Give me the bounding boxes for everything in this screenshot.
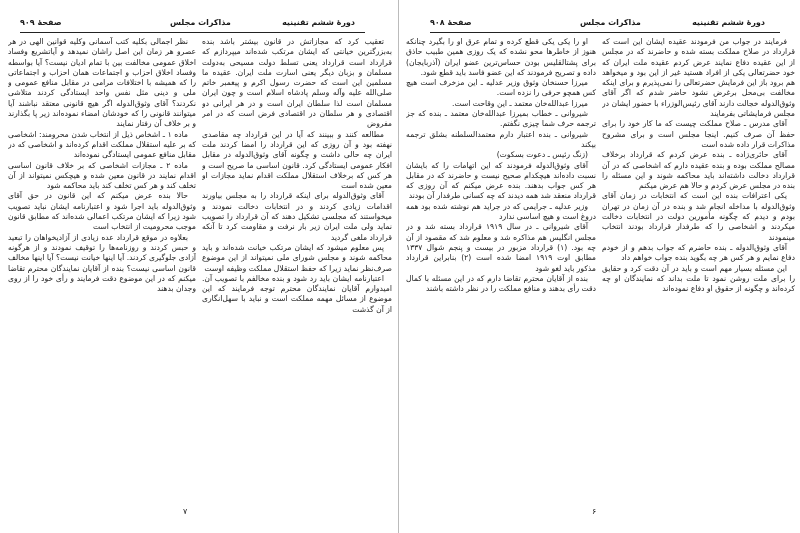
column-left xyxy=(8,37,196,489)
page-gutter xyxy=(398,0,399,533)
header-edition: دورهٔ ششم تقنینیه xyxy=(692,18,765,27)
column-right xyxy=(202,37,392,489)
paragraph: شیروانی ـ خطاب بمیرزا عبدالله‌خان معتمد ـ بنده که جز ترجمه حرف شما چیزی نگفتم. xyxy=(406,109,596,129)
right-page xyxy=(400,0,800,533)
header-rule xyxy=(20,32,365,33)
paragraph: او را یکی یکی قطع کرده و تمام عرق او را بگیرد چنانکه هنوز از خاطرها محو نشده که یک روزی همین طبیب حاذق برای پشتالقلیس بودن حساس‌ترین عضو ایران (آذربایجان) داده و تصریح فرمودند که این عضو فاسد باید قطع شود. xyxy=(406,37,596,77)
paragraph: بنده از آقایان محترم تقاضا دارم که در این مسئله با کمال دقت رأی بدهند و منافع مملکت را در نظر داشته باشند xyxy=(406,273,596,294)
column-right xyxy=(602,37,795,489)
paragraph: بعلاوه در موقع قرارداد عده زیادی از آزادیخواهان را تبعید و حبس کردند و روزنامه‌ها را توقیف نمودند و از هرگونه آزادی جلوگیری کردند. آیا اینها خیانت نیست؟ آیا اینها مخالف قانون اساسی نیست؟ بنده از آقایان نمایندگان محترم تقاضا میکنم که در این موضوع دقت فرمایند و رأی خود را از روی وجدان بدهند xyxy=(8,232,196,294)
paragraph: آقای مدرس ـ صلاح مملکت چیست که ما کار خود را برای حفظ آن صرف کنیم. اینجا مجلس است و برای مشروح مذاکرات قرار داده شده است xyxy=(602,119,795,149)
header-edition: دورهٔ ششم تقنینیه xyxy=(282,18,355,27)
header-rule xyxy=(430,32,780,33)
paragraph: حالا بنده عرض میکنم که این قانون در حق آقای وثوق‌الدوله باید اجرا شود و اعتبارنامه ایشان نباید تصویب شود زیرا که ایشان مرتکب اعمالی شده‌اند که مطابق قانون موجب محرومیت از انتخاب است xyxy=(8,191,196,232)
paragraph: وزیر عدلیه ـ جرایمی که در جراید هم نوشته شده بود همه دروغ است و هیچ اساسی ندارد xyxy=(406,201,596,222)
paragraph: آقای وثوق‌الدوله فرمودند که این اتهامات را که بایشان نسبت داده‌اند هیچکدام صحیح نیست و حاضرند که در مقابل هر کس جواب بدهند. بنده عرض میکنم که آن روزی که قرارداد منعقد شد همه دیدند که چه کسانی طرفدار آن بودند xyxy=(406,160,596,201)
paragraph: آقای شیروانی ـ در سال ۱۹۱۹ قرارداد بسته شد و در مجلس انگلیس هم مذاکره شد و معلوم شد که مقصود از آن چه بود. (۱) قرارداد مزبور در بیست و پنجم شوال ۱۳۳۷ مطابق اوت ۱۹۱۹ امضا شده است (۲) بنابراین قرارداد مذکور باید لغو شود xyxy=(406,222,596,273)
paragraph: شیروانی ـ بنده اعتبار دارم معتمدالسلطنه بشلق ترجمه بیکند xyxy=(406,129,596,149)
paragraph: اعتبارنامه ایشان باید رد شود و بنده مخالفم با تصویب آن. امیدوارم آقایان نمایندگان محترم توجه فرمایند که این موضوع از مسائل مهمه مملکت است و نباید با سهل‌انگاری از آن گذشت xyxy=(202,273,392,314)
header-page: صفحهٔ ۹۰۸ xyxy=(430,18,472,27)
paragraph: (زنگ رئیس ـ دعوت بسکوت) xyxy=(496,150,588,160)
paragraph: مطالعه کنند و ببینند که آیا در این قرارداد چه مقاصدی نهفته بود و آن روزی که این قرارداد را امضا کردند ملت ایران چه حالی داشت و چگونه آقای وثوق‌الدوله در مقابل افکار عمومی ایستادگی کرد. قانون اساسی ما صریح است و هر کس که برخلاف استقلال مملکت اقدام نماید مجازات او معین شده است xyxy=(202,129,392,191)
paragraph: فرمایند در جواب من فرمودند عقیده ایشان این است که قرارداد در صلاح مملکت بسته شده و حاضرند که در مجلس از این عقیده دفاع نمایند عرض کردم عقیده ملت ایران که خود حضرتعالی یکی از افراد هستید غیر از این بود و میخواهد هم برود باز این فرمایش حضرتعالی را نمی‌پذیرم و برای اینکه مخالفت بی‌محل برغرض نشود حاضر شدم که اگر آقای وثوق‌الدوله خجالت دارند آقای رئیس‌الوزراء با حضور ایشان در مجلس فرمایشاتی بفرمایند xyxy=(602,37,795,119)
paragraph: آقای وثوق‌الدوله ـ بنده حاضرم که جواب بدهم و از خودم دفاع نمایم و هر کس هر چه بگوید بنده جواب خواهم داد xyxy=(602,242,795,263)
paragraph: نظر اجمالی بکلیه کتب آسمانی وکلیه قوانین الهی در هر عصرو هر زمان این اصل راشان نمیدهد و آیاتشریع وفساد اخلاق عمومی مخالفت بین با تمام ادیان نیست؟ آیا بواسطه وفساد اخلاق احزاب و اجتماعات همان احزاب و اجتماعاتی را که همیشه با اختلافات مرامی در مقابل منافع عمومی و ملی و دینی مثل نفس واحد ایستادگی کردند متلاشی نکردند؟ آقای وثوق‌الدوله اگر هیچ قانونی معتقد نباشند آیا میتوانند قانونی را که خودشان امضاء نموده‌اند زیر پا بگذارند و بر خلاف آن رفتار نمایند xyxy=(8,37,196,129)
left-page xyxy=(0,0,398,533)
column-left xyxy=(406,37,596,489)
page-header xyxy=(430,18,765,32)
header-page: صفحهٔ ۹۰۹ xyxy=(20,18,62,27)
header-title: مذاکرات مجلس xyxy=(580,18,641,27)
paragraph: آقای وثوق‌الدوله برای اینکه قرارداد را به مجلس بیاورند اقدامات زیادی کردند و در انتخابات دخالت نمودند و میخواستند که مجلسی تشکیل دهند که آن قرارداد را تصویب نماید ولی ملت ایران زیر بار نرفت و مقاومت کرد تا آنکه قرارداد ملغی گردید xyxy=(202,191,392,242)
paragraph: یکی اعترافات بنده این است که انتخابات در زمان آقای وثوق‌الدوله با مداخله انجام شد و بنده در آن زمان در تهران بودم و دیدم که چگونه مأمورین دولت در انتخابات دخالت میکردند و اشخاصی را که طرفدار قرارداد بودند انتخاب مینمودند xyxy=(602,191,795,242)
paragraph: میرزا عبدالله‌خان معتمد ـ این وقاحت است. xyxy=(452,98,588,108)
paragraph: پس معلوم میشود که ایشان مرتکب خیانت شده‌اند و باید محاکمه شوند و مجلس شورای ملی نمیتواند از این موضوع صرف‌نظر نماید زیرا که حفظ استقلال مملکت وظیفه اوست xyxy=(202,242,392,273)
page-number: ۶ xyxy=(592,507,597,516)
paragraph: تعقیب کرد که مجازاتش در قانون بیشتر باشد بنده به‌بزرگترین خیانتی که ایشان مرتکب شده‌اند میپردازم که قرارداد است قرارداد یعنی تسلط دولت مسیحی به‌دولت مسلمان و بزبان دیگر یعنی اسارت ملت ایران. عقیده ما مسلمین این است که حضرت رسول اکرم و پیغمبر خاتم صلی‌الله علیه وآله وسلم پادشاه اسلام است و چون ایران مسلمان است لذا سلطان ایران است و در هر ایرانی دو اقتصادی و هر سلطان در اقتصادی فرض است که در امر مفروض xyxy=(202,37,392,129)
page-number: ۷ xyxy=(183,507,188,516)
paragraph: این مسئله بسیار مهم است و باید در آن دقت کرد و حقایق را برای ملت روشن نمود تا ملت بداند که نمایندگان او چه کرده‌اند و چگونه از حقوق او دفاع نموده‌اند xyxy=(602,263,795,294)
paragraph: ماده ۱ ـ اشخاص ذیل از انتخاب شدن محرومند: اشخاصی که بر علیه استقلال مملکت اقدام کرده‌اند و اشخاصی که در مقابل منافع عمومی ایستادگی نموده‌اند xyxy=(8,129,196,160)
header-title: مذاکرات مجلس xyxy=(170,18,231,27)
paragraph: میرزا حسنخان وثوق وزیر عدلیه ـ این مزخرف است هیچ کس همچو حرفی را نزده است. xyxy=(406,78,596,98)
paragraph: ماده ۲ ـ مجازات اشخاصی که بر خلاف قانون اساسی اقدام نمایند در قانون معین شده و هیچکس نمیتواند از آن تخلف کند و هر کس تخلف کند باید محاکمه شود xyxy=(8,160,196,191)
paragraph: آقای حائری‌زاده ـ بنده عرض کردم که قرارداد برخلاف مصالح مملکت بوده و بنده عقیده دارم که اشخاصی که در آن قرارداد دخالت داشته‌اند باید محاکمه شوند و این مسئله را بنده در مجلس عرض کردم و حالا هم عرض میکنم xyxy=(602,150,795,191)
page-header xyxy=(20,18,355,32)
